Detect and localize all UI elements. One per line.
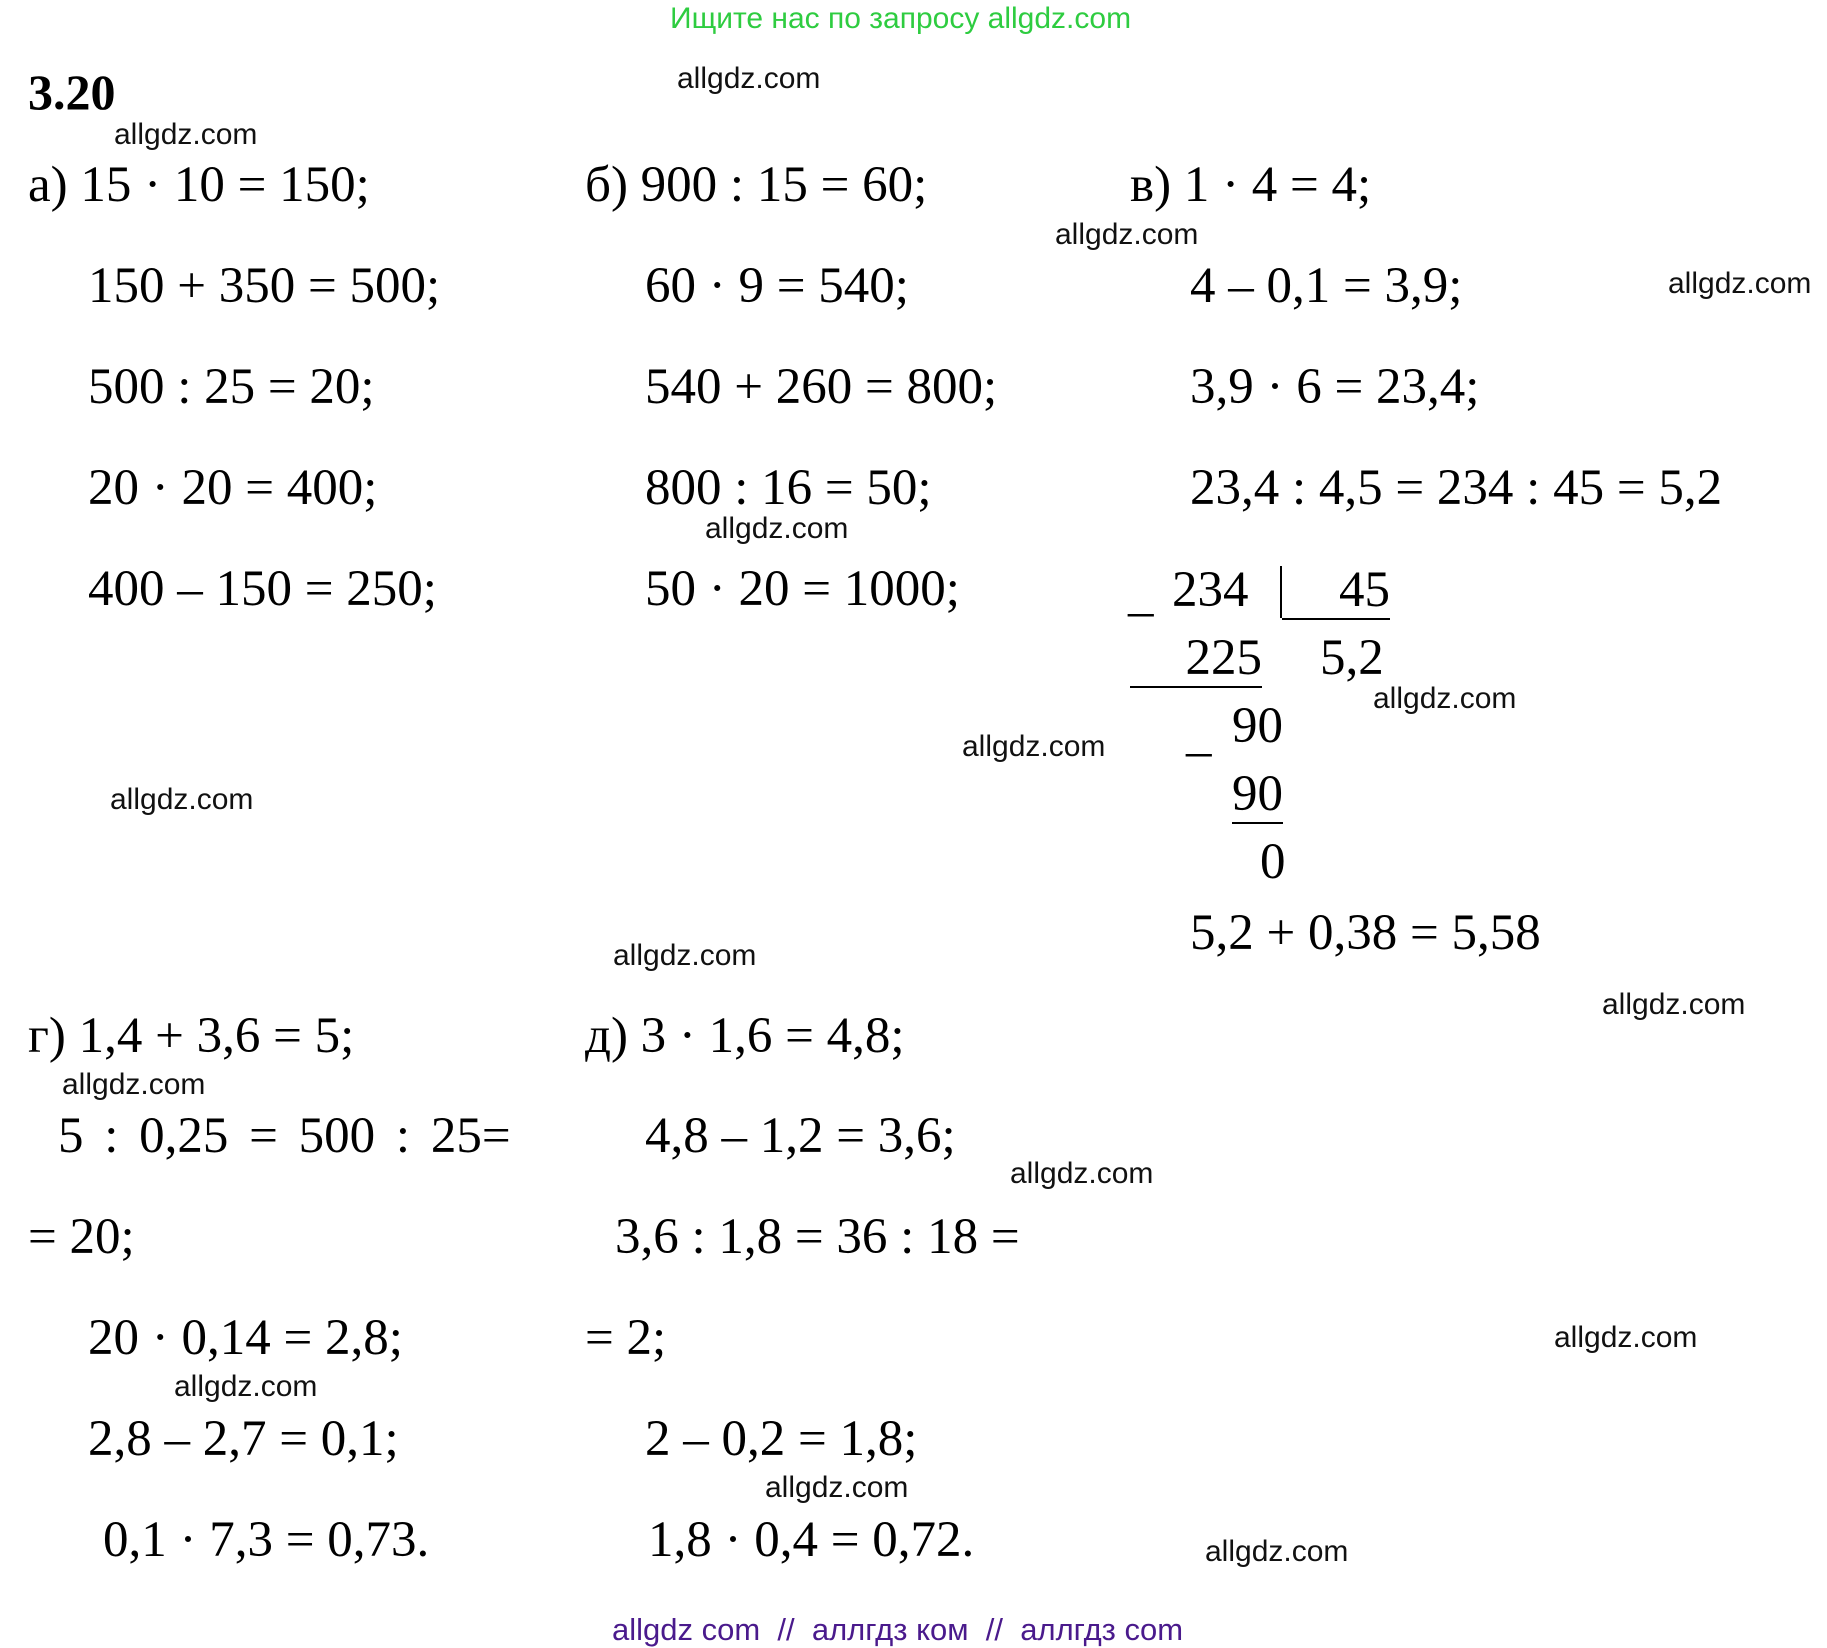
division-remainder-final: 0 [1260,834,1286,890]
watermark: allgdz.com [62,1068,206,1101]
division-subtract-1: 225 [1130,630,1262,688]
watermark: allgdz.com [1602,988,1746,1021]
watermark: allgdz.com [962,730,1106,763]
equation-b-2: 60 · 9 = 540; [645,258,909,314]
division-remainder-1: 90 [1232,698,1283,754]
equation-v-final: 5,2 + 0,38 = 5,58 [1190,905,1541,961]
equation-d-2: 4,8 – 1,2 = 3,6; [645,1108,956,1164]
watermark: allgdz.com [677,62,821,95]
equation-a-5: 400 – 150 = 250; [88,561,437,617]
watermark: allgdz.com [114,118,258,151]
watermark: allgdz.com [613,939,757,972]
equation-d-5: 2 – 0,2 = 1,8; [645,1411,918,1467]
bottom-banner[interactable]: allgdz com // аллгдз ком // аллгдз com [612,1612,1184,1647]
watermark: allgdz.com [705,512,849,545]
equation-v-4: 23,4 : 4,5 = 234 : 45 = 5,2 [1190,460,1723,516]
equation-g-6: 0,1 · 7,3 = 0,73. [103,1512,430,1568]
equation-a-1: а) 15 · 10 = 150; [28,157,370,213]
watermark: allgdz.com [1205,1535,1349,1568]
equation-d-6: 1,8 · 0,4 = 0,72. [648,1512,975,1568]
top-banner[interactable]: Ищите нас по запросу allgdz.com [670,2,1132,35]
watermark: allgdz.com [1055,218,1199,251]
equation-b-3: 540 + 260 = 800; [645,359,998,415]
equation-b-5: 50 · 20 = 1000; [645,561,960,617]
watermark: allgdz.com [1554,1321,1698,1354]
division-minus-2: _ [1186,706,1212,762]
equation-g-5: 2,8 – 2,7 = 0,1; [88,1411,399,1467]
equation-d-1: д) 3 · 1,6 = 4,8; [585,1008,905,1064]
equation-v-2: 4 – 0,1 = 3,9; [1190,258,1463,314]
equation-a-4: 20 · 20 = 400; [88,460,378,516]
watermark: allgdz.com [110,783,254,816]
equation-b-1: б) 900 : 15 = 60; [585,157,928,213]
problem-number: 3.20 [28,64,116,120]
equation-d-3: 3,6 : 1,8 = 36 : 18 = [615,1209,1020,1265]
watermark: allgdz.com [1373,682,1517,715]
equation-v-1: в) 1 · 4 = 4; [1130,157,1372,213]
equation-a-2: 150 + 350 = 500; [88,258,441,314]
division-divisor: 45 [1282,562,1390,620]
equation-b-4: 800 : 16 = 50; [645,460,932,516]
equation-g-2: 5 : 0,25 = 500 : 25= [58,1108,511,1164]
division-minus-1: _ [1128,566,1154,622]
watermark: allgdz.com [765,1471,909,1504]
watermark: allgdz.com [1668,267,1812,300]
division-quotient: 5,2 [1320,630,1384,686]
equation-g-1: г) 1,4 + 3,6 = 5; [28,1008,355,1064]
equation-v-3: 3,9 · 6 = 23,4; [1190,359,1480,415]
division-dividend: 234 [1172,562,1249,618]
equation-a-3: 500 : 25 = 20; [88,359,375,415]
watermark: allgdz.com [174,1370,318,1403]
equation-g-3: = 20; [28,1209,135,1265]
division-subtract-2: 90 [1232,766,1283,822]
equation-d-4: = 2; [585,1310,667,1366]
watermark: allgdz.com [1010,1157,1154,1190]
equation-g-4: 20 · 0,14 = 2,8; [88,1310,403,1366]
